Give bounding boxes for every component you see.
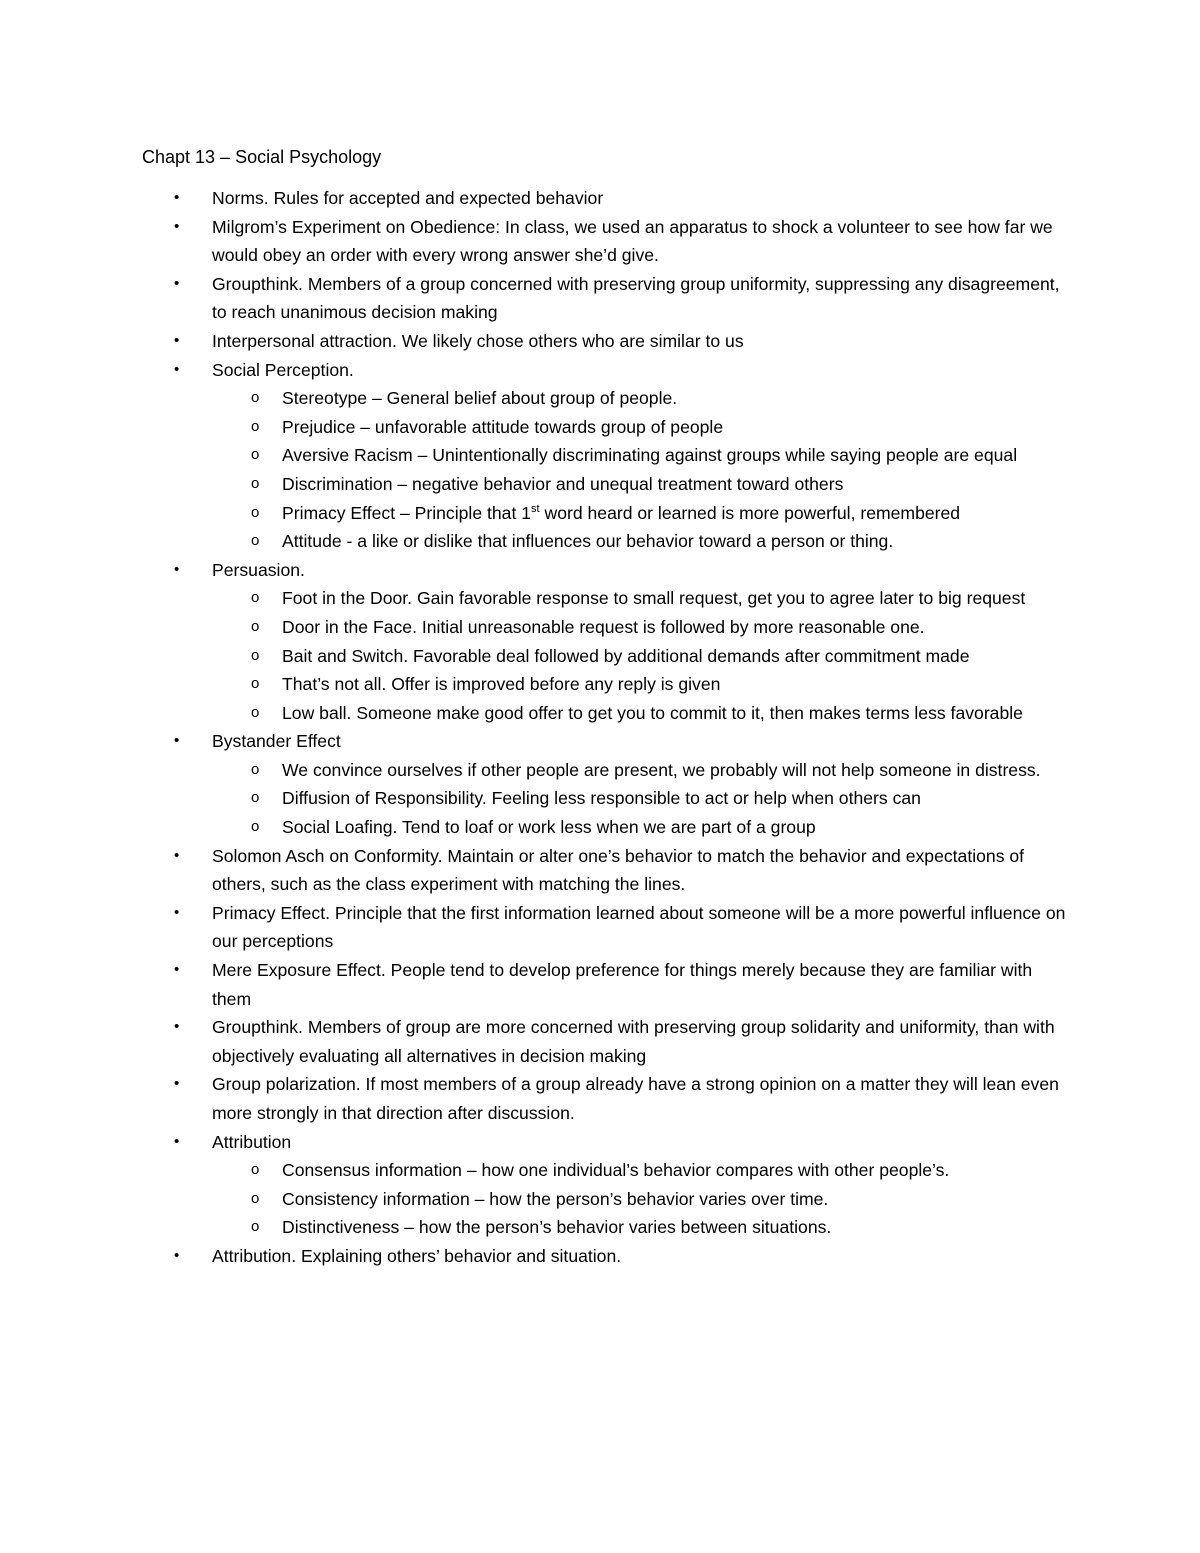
list-item-text: Groupthink. Members of a group concerned with preserving group uniformity, suppressing any disagreement, to reach unanimous decision making — [212, 273, 1060, 323]
sub-list-item — [0, 441, 1072, 470]
bullet-icon: • — [174, 961, 180, 979]
sub-bullet-icon: o — [251, 446, 260, 464]
list-item-text: Social Perception. — [212, 359, 354, 380]
sub-list-item — [0, 756, 1072, 785]
sub-bullet-icon: o — [251, 818, 260, 836]
sub-list-item — [0, 670, 1072, 699]
sub-list-item — [0, 784, 1072, 813]
sub-bullet-icon: o — [251, 703, 260, 721]
bullet-list — [0, 184, 1200, 1271]
bullet-icon: • — [174, 1075, 180, 1093]
sub-list-item — [0, 1156, 1072, 1185]
list-item-text: Interpersonal attraction. We likely chose others who are similar to us — [212, 330, 744, 351]
bullet-icon: • — [174, 1132, 180, 1150]
sub-list-item — [0, 1185, 1072, 1214]
sub-bullet-icon: o — [251, 474, 260, 492]
sub-bullet-icon: o — [251, 417, 260, 435]
list-item — [0, 956, 1072, 1013]
list-item — [0, 899, 1072, 956]
bullet-icon: • — [174, 360, 180, 378]
list-item-text: That’s not all. Offer is improved before any reply is given — [282, 674, 721, 695]
list-item-text: word heard or learned is more powerful, remembered — [539, 502, 961, 523]
list-item-text: Primacy Effect. Principle that the first information learned about someone will be a more powerful influence on our perceptions — [212, 902, 1066, 952]
sub-bullet-icon: o — [251, 760, 260, 778]
list-item — [0, 727, 1072, 756]
list-item — [0, 213, 1072, 270]
sub-bullet-icon: o — [251, 1161, 260, 1179]
list-item-text: Primacy Effect – Principle that 1 — [282, 502, 532, 523]
sub-list-item — [0, 384, 1072, 413]
list-item-text: Consistency information – how the person’s behavior varies over time. — [282, 1188, 829, 1209]
bullet-icon: • — [174, 331, 180, 349]
sub-list-item — [0, 1213, 1072, 1242]
list-item-superscript: st — [531, 502, 540, 515]
bullet-icon: • — [174, 217, 180, 235]
list-item — [0, 184, 1072, 213]
sub-bullet-icon: o — [251, 617, 260, 635]
list-item-text: Distinctiveness – how the person’s behavior varies between situations. — [282, 1217, 832, 1238]
list-item — [0, 1070, 1072, 1127]
sub-bullet-icon: o — [251, 675, 260, 693]
page-title: Chapt 13 – Social Psychology — [142, 147, 382, 167]
list-item — [0, 1013, 1072, 1070]
list-item-text: Groupthink. Members of group are more concerned with preserving group solidarity and uniformity, than with objectively evaluating all alternatives in decision making — [212, 1017, 1055, 1066]
bullet-icon: • — [174, 732, 180, 750]
list-item-text: Aversive Racism – Unintentionally discriminating against groups while saying people are equal — [282, 445, 1018, 466]
list-item-text: Diffusion of Responsibility. Feeling less responsible to act or help when others can — [282, 788, 921, 809]
sub-list-item — [0, 584, 1072, 613]
list-item-text: Solomon Asch on Conformity. Maintain or alter one’s behavior to match the behavior and expectations of others, such as the class experiment with matching the lines. — [212, 845, 1025, 895]
list-item-text: Discrimination – negative behavior and unequal treatment toward others — [282, 473, 844, 494]
list-item-text: Attribution. Explaining others’ behavior and situation. — [212, 1245, 622, 1266]
bullet-icon: • — [174, 1246, 180, 1264]
bullet-icon: • — [174, 903, 180, 921]
list-item — [0, 842, 1072, 899]
list-item-text: Bait and Switch. Favorable deal followed by additional demands after commitment made — [282, 645, 970, 666]
sub-list-item — [0, 413, 1072, 442]
list-item — [0, 1242, 1072, 1271]
sub-list-item — [0, 642, 1072, 671]
sub-bullet-icon: o — [251, 589, 260, 607]
sub-bullet-icon: o — [251, 789, 260, 807]
list-item-text: Consensus information – how one individual’s behavior compares with other people’s. — [282, 1160, 950, 1181]
list-item-text: Attribution — [212, 1131, 292, 1152]
list-item-text: Mere Exposure Effect. People tend to develop preference for things merely because they are familiar with them — [212, 960, 1033, 1009]
sub-bullet-icon: o — [251, 532, 260, 550]
list-item-text: Milgrom’s Experiment on Obedience: In class, we used an apparatus to shock a volunteer to see how far we would obey an order with every wrong answer she’d give. — [212, 216, 1053, 266]
sub-list-item — [0, 613, 1072, 642]
bullet-icon: • — [174, 189, 180, 206]
list-item — [0, 356, 1072, 385]
list-item-text: Low ball. Someone make good offer to get you to commit to it, then makes terms less favorable — [282, 702, 1023, 723]
sub-bullet-icon: o — [251, 646, 260, 664]
sub-bullet-icon: o — [251, 1218, 260, 1236]
list-item-text: Door in the Face. Initial unreasonable request is followed by more reasonable one. — [282, 616, 925, 637]
sub-list-item — [0, 699, 1072, 728]
sub-list-item — [0, 813, 1072, 842]
list-item-text: We convince ourselves if other people are present, we probably will not help someone in distress. — [282, 759, 1041, 780]
bullet-icon: • — [174, 560, 180, 578]
bullet-icon: • — [174, 846, 180, 864]
sub-list-item — [0, 470, 1072, 499]
list-item-text: Persuasion. — [212, 559, 305, 580]
list-item-text: Social Loafing. Tend to loaf or work less when we are part of a group — [282, 817, 816, 838]
list-item — [0, 327, 1072, 356]
bullet-icon: • — [174, 1018, 180, 1036]
sub-bullet-icon: o — [251, 389, 260, 407]
list-item-text: Prejudice – unfavorable attitude towards group of people — [282, 416, 724, 437]
list-item-text: Group polarization. If most members of a group already have a strong opinion on a matter they will lean even more strongly in that direction after discussion. — [212, 1074, 1059, 1123]
sub-list-item — [0, 527, 1072, 556]
list-item-text: Foot in the Door. Gain favorable response to small request, get you to agree later to big request — [282, 588, 1026, 609]
list-item — [0, 1128, 1072, 1157]
list-item-text: Attitude - a like or dislike that influences our behavior toward a person or thing. — [282, 531, 894, 552]
list-item-text: Bystander Effect — [212, 731, 341, 752]
sub-bullet-icon: o — [251, 1189, 260, 1207]
sub-bullet-icon: o — [251, 503, 260, 521]
sub-list-item — [0, 499, 1072, 528]
bullet-icon: • — [174, 274, 180, 292]
list-item — [0, 556, 1072, 585]
list-item-text: Stereotype – General belief about group of people. — [282, 388, 678, 409]
list-item — [0, 270, 1072, 327]
list-item-text: Norms. Rules for accepted and expected behavior — [212, 188, 604, 208]
